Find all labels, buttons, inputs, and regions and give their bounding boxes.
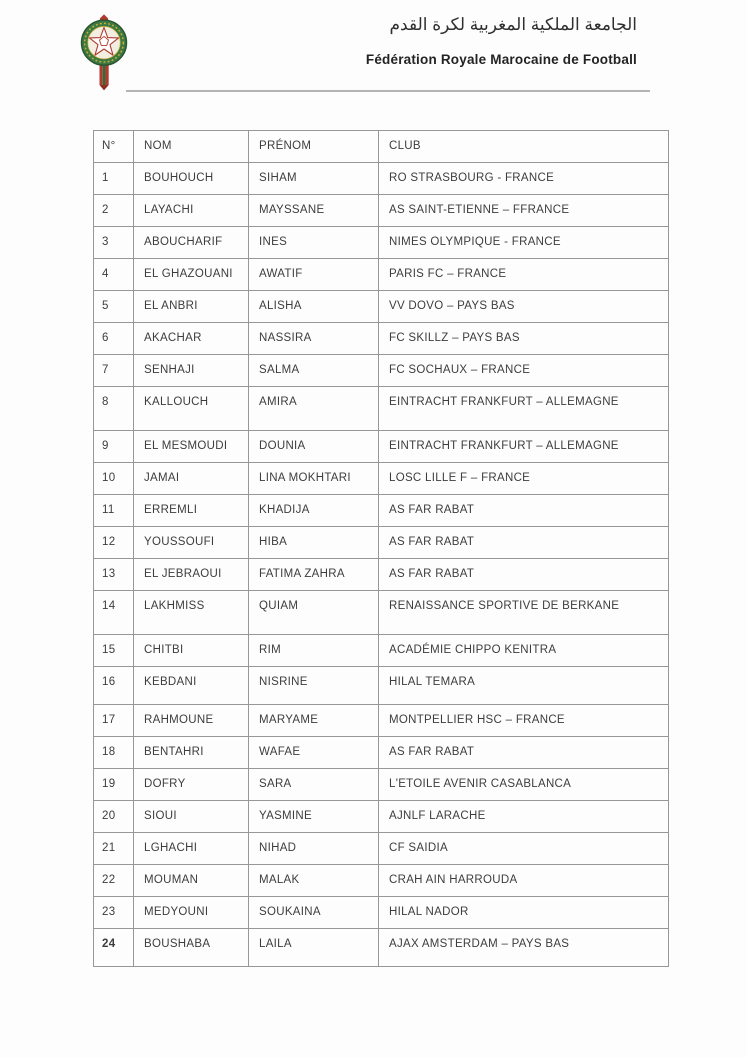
table-row bbox=[94, 769, 669, 801]
table-row bbox=[94, 559, 669, 591]
table-row bbox=[94, 737, 669, 769]
cell-club: LOSC LILLE F – FRANCE bbox=[379, 463, 669, 495]
table-row bbox=[94, 195, 669, 227]
cell-number: 19 bbox=[94, 769, 134, 801]
cell-prenom: DOUNIA bbox=[249, 431, 379, 463]
table-row bbox=[94, 667, 669, 705]
roster-table-container bbox=[93, 130, 669, 967]
cell-club: ACADÉMIE CHIPPO KENITRA bbox=[379, 635, 669, 667]
header-titles bbox=[207, 14, 637, 67]
cell-nom: MEDYOUNI bbox=[134, 897, 249, 929]
cell-number: 24 bbox=[94, 929, 134, 967]
cell-club: HILAL TEMARA bbox=[379, 667, 669, 705]
cell-number: 5 bbox=[94, 291, 134, 323]
cell-nom: AKACHAR bbox=[134, 323, 249, 355]
table-row bbox=[94, 227, 669, 259]
cell-club: AJNLF LARACHE bbox=[379, 801, 669, 833]
cell-nom: BOUHOUCH bbox=[134, 163, 249, 195]
cell-nom: JAMAI bbox=[134, 463, 249, 495]
cell-number: 23 bbox=[94, 897, 134, 929]
cell-prenom: LINA MOKHTARI bbox=[249, 463, 379, 495]
cell-club: RO STRASBOURG - FRANCE bbox=[379, 163, 669, 195]
cell-prenom: RIM bbox=[249, 635, 379, 667]
cell-nom: EL GHAZOUANI bbox=[134, 259, 249, 291]
cell-club: AJAX AMSTERDAM – PAYS BAS bbox=[379, 929, 669, 967]
column-header-club: CLUB bbox=[379, 131, 669, 163]
cell-club: AS FAR RABAT bbox=[379, 737, 669, 769]
cell-club: EINTRACHT FRANKFURT – ALLEMAGNE bbox=[379, 387, 669, 431]
cell-nom: LAYACHI bbox=[134, 195, 249, 227]
table-row bbox=[94, 291, 669, 323]
cell-number: 20 bbox=[94, 801, 134, 833]
cell-prenom: YASMINE bbox=[249, 801, 379, 833]
frmf-crest-icon bbox=[77, 13, 131, 94]
cell-prenom: KHADIJA bbox=[249, 495, 379, 527]
cell-number: 9 bbox=[94, 431, 134, 463]
cell-nom: LGHACHI bbox=[134, 833, 249, 865]
table-row bbox=[94, 323, 669, 355]
cell-number: 2 bbox=[94, 195, 134, 227]
cell-prenom: HIBA bbox=[249, 527, 379, 559]
cell-prenom: QUIAM bbox=[249, 591, 379, 635]
cell-number: 8 bbox=[94, 387, 134, 431]
column-header-nom: NOM bbox=[134, 131, 249, 163]
table-row bbox=[94, 495, 669, 527]
cell-prenom: MARYAME bbox=[249, 705, 379, 737]
cell-nom: CHITBI bbox=[134, 635, 249, 667]
cell-prenom: LAILA bbox=[249, 929, 379, 967]
cell-nom: DOFRY bbox=[134, 769, 249, 801]
cell-number: 4 bbox=[94, 259, 134, 291]
cell-club: FC SOCHAUX – FRANCE bbox=[379, 355, 669, 387]
cell-club: EINTRACHT FRANKFURT – ALLEMAGNE bbox=[379, 431, 669, 463]
table-row bbox=[94, 431, 669, 463]
cell-number: 22 bbox=[94, 865, 134, 897]
cell-number: 10 bbox=[94, 463, 134, 495]
cell-prenom: INES bbox=[249, 227, 379, 259]
table-row bbox=[94, 259, 669, 291]
cell-prenom: NISRINE bbox=[249, 667, 379, 705]
cell-number: 21 bbox=[94, 833, 134, 865]
cell-nom: LAKHMISS bbox=[134, 591, 249, 635]
table-row bbox=[94, 355, 669, 387]
cell-club: HILAL NADOR bbox=[379, 897, 669, 929]
cell-number: 17 bbox=[94, 705, 134, 737]
french-title: Fédération Royale Marocaine de Football bbox=[365, 52, 637, 68]
column-header-row bbox=[94, 131, 669, 163]
cell-prenom: MAYSSANE bbox=[249, 195, 379, 227]
cell-nom: YOUSSOUFI bbox=[134, 527, 249, 559]
cell-prenom: SOUKAINA bbox=[249, 897, 379, 929]
cell-prenom: WAFAE bbox=[249, 737, 379, 769]
table-row bbox=[94, 833, 669, 865]
cell-number: 14 bbox=[94, 591, 134, 635]
cell-nom: SENHAJI bbox=[134, 355, 249, 387]
cell-number: 18 bbox=[94, 737, 134, 769]
crest-ribbon bbox=[100, 62, 109, 91]
cell-club: L'ETOILE AVENIR CASABLANCA bbox=[379, 769, 669, 801]
roster-table-body bbox=[94, 131, 669, 967]
table-row bbox=[94, 463, 669, 495]
cell-prenom: AWATIF bbox=[249, 259, 379, 291]
cell-nom: KALLOUCH bbox=[134, 387, 249, 431]
cell-club: PARIS FC – FRANCE bbox=[379, 259, 669, 291]
cell-club: CF SAIDIA bbox=[379, 833, 669, 865]
cell-number: 15 bbox=[94, 635, 134, 667]
cell-prenom: MALAK bbox=[249, 865, 379, 897]
cell-club: RENAISSANCE SPORTIVE DE BERKANE bbox=[379, 591, 669, 635]
cell-club: CRAH AIN HARROUDA bbox=[379, 865, 669, 897]
roster-table bbox=[93, 130, 669, 967]
cell-club: MONTPELLIER HSC – FRANCE bbox=[379, 705, 669, 737]
table-row bbox=[94, 163, 669, 195]
cell-nom: RAHMOUNE bbox=[134, 705, 249, 737]
table-row bbox=[94, 387, 669, 431]
cell-number: 7 bbox=[94, 355, 134, 387]
table-row bbox=[94, 897, 669, 929]
cell-number: 16 bbox=[94, 667, 134, 705]
cell-number: 6 bbox=[94, 323, 134, 355]
cell-prenom: NIHAD bbox=[249, 833, 379, 865]
cell-nom: BOUSHABA bbox=[134, 929, 249, 967]
cell-club: AS FAR RABAT bbox=[379, 527, 669, 559]
cell-nom: EL ANBRI bbox=[134, 291, 249, 323]
cell-number: 1 bbox=[94, 163, 134, 195]
arabic-title: الجامعة الملكية المغربية لكرة القدم bbox=[389, 15, 637, 34]
cell-prenom: SARA bbox=[249, 769, 379, 801]
cell-nom: BENTAHRI bbox=[134, 737, 249, 769]
cell-nom: EL MESMOUDI bbox=[134, 431, 249, 463]
cell-nom: ABOUCHARIF bbox=[134, 227, 249, 259]
cell-club: AS SAINT-ETIENNE – FFRANCE bbox=[379, 195, 669, 227]
cell-club: NIMES OLYMPIQUE - FRANCE bbox=[379, 227, 669, 259]
cell-prenom: FATIMA ZAHRA bbox=[249, 559, 379, 591]
cell-club: VV DOVO – PAYS BAS bbox=[379, 291, 669, 323]
cell-number: 11 bbox=[94, 495, 134, 527]
cell-nom: EL JEBRAOUI bbox=[134, 559, 249, 591]
table-row bbox=[94, 929, 669, 967]
cell-nom: ERREMLI bbox=[134, 495, 249, 527]
table-row bbox=[94, 591, 669, 635]
cell-prenom: SALMA bbox=[249, 355, 379, 387]
cell-prenom: SIHAM bbox=[249, 163, 379, 195]
cell-nom: SIOUI bbox=[134, 801, 249, 833]
cell-nom: KEBDANI bbox=[134, 667, 249, 705]
cell-number: 12 bbox=[94, 527, 134, 559]
cell-prenom: NASSIRA bbox=[249, 323, 379, 355]
cell-prenom: AMIRA bbox=[249, 387, 379, 431]
cell-number: 3 bbox=[94, 227, 134, 259]
column-header-number: N° bbox=[94, 131, 134, 163]
table-row bbox=[94, 865, 669, 897]
table-row bbox=[94, 801, 669, 833]
cell-club: AS FAR RABAT bbox=[379, 495, 669, 527]
cell-club: AS FAR RABAT bbox=[379, 559, 669, 591]
cell-prenom: ALISHA bbox=[249, 291, 379, 323]
cell-nom: MOUMAN bbox=[134, 865, 249, 897]
cell-club: FC SKILLZ – PAYS BAS bbox=[379, 323, 669, 355]
table-row bbox=[94, 635, 669, 667]
table-row bbox=[94, 527, 669, 559]
header-divider bbox=[126, 90, 650, 92]
table-row bbox=[94, 705, 669, 737]
cell-number: 13 bbox=[94, 559, 134, 591]
column-header-prenom: PRÉNOM bbox=[249, 131, 379, 163]
